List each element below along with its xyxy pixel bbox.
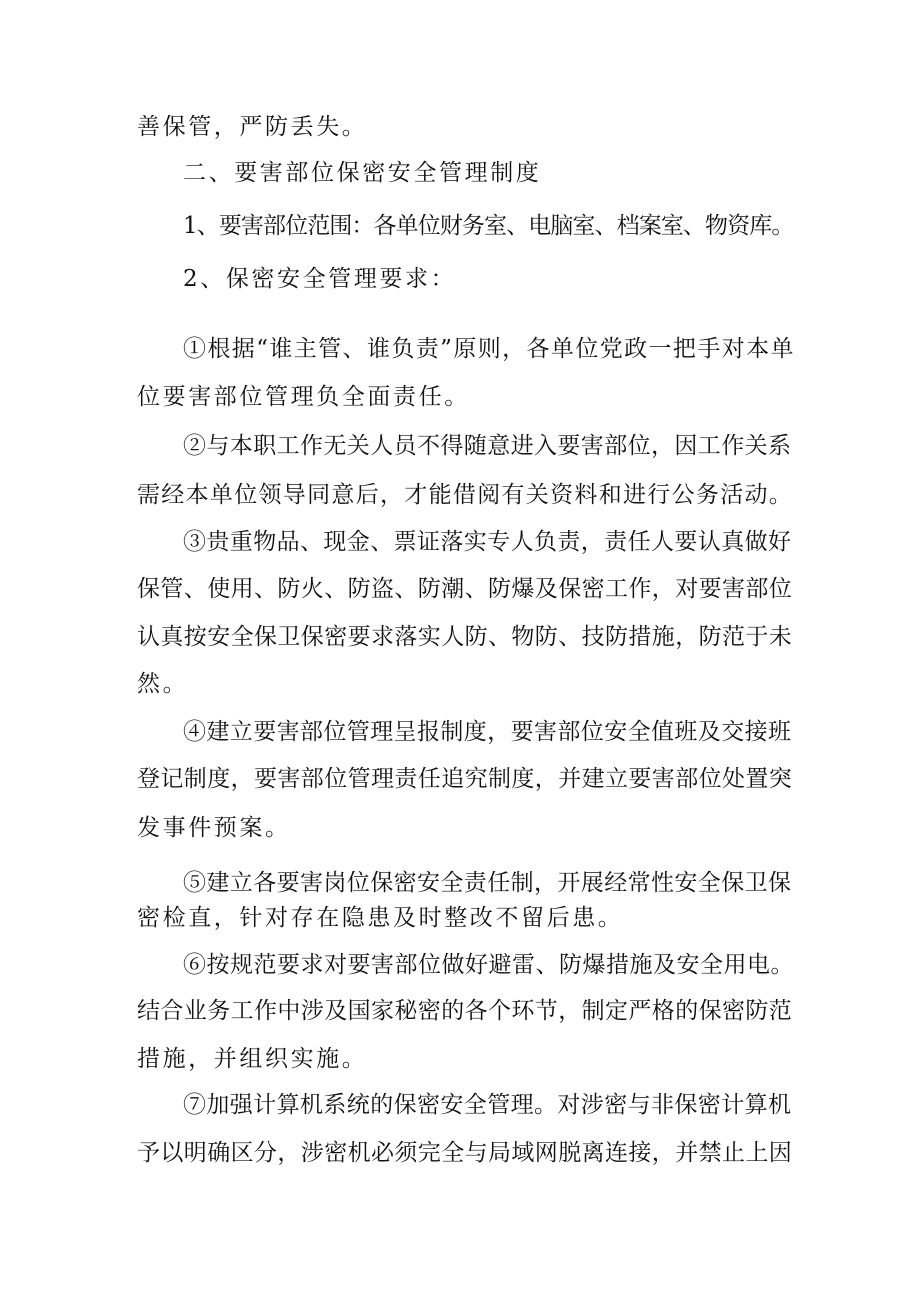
text-line: 2、保密安全管理要求： [183,266,457,292]
text-line: 密检直，针对存在隐患及时整改不留后患。 [137,905,624,931]
text-line: ③贵重物品、现金、票证落实专人负责，责任人要认真做好 [183,529,792,555]
text-line: ①根据“谁主管、谁负责”原则，各单位党政一把手对本单 [183,336,795,362]
text-line: 位要害部位管理负全面责任。 [137,384,470,410]
text-line: 结合业务工作中涉及国家秘密的各个环节，制定严格的保密防范 [137,998,793,1024]
text-line: ④建立要害部位管理呈报制度，要害部位安全值班及交接班 [183,719,792,745]
text-line: 认真按安全保卫保密要求落实人防、物防、技防措施，防范于未 [137,624,793,650]
text-line: 发事件预案。 [137,815,291,841]
text-line: 善保管，严防丢失。 [137,114,368,140]
text-line: 予以明确区分，涉密机必须完全与局域网脱离连接，并禁止上因 [137,1140,793,1166]
text-line: 登记制度，要害部位管理责任追究制度，并建立要害部位处置突 [137,766,793,792]
text-line: 保管、使用、防火、防盗、防潮、防爆及保密工作，对要害部位 [137,576,793,602]
text-line: 措施，并组织实施。 [137,1046,368,1072]
text-line: 需经本单位领导同意后，才能借阅有关资料和进行公务活动。 [137,482,794,508]
text-line: 然。 [137,671,189,697]
text-line: ⑥按规范要求对要害部位做好避雷、防爆措施及安全用电。 [183,952,794,978]
text-line: 1、要害部位范围：各单位财务室、电脑室、档案室、物资库。 [183,213,794,239]
text-line: ⑤建立各要害岗位保密安全责任制，开展经常性安全保卫保 [183,870,792,896]
section-heading: 二、要害部位保密安全管理制度 [183,160,542,186]
text-line: ②与本职工作无关人员不得随意进入要害部位，因工作关系 [183,433,792,459]
text-line: ⑦加强计算机系统的保密安全管理。对涉密与非保密计算机 [183,1092,792,1118]
